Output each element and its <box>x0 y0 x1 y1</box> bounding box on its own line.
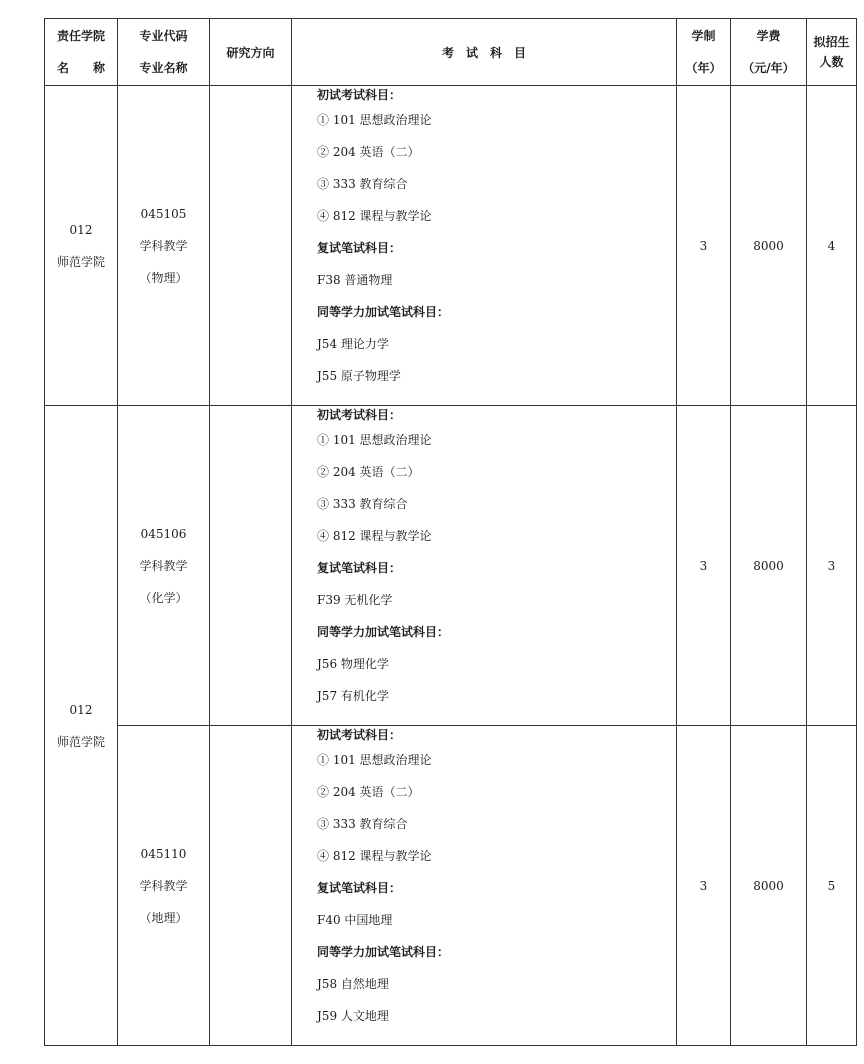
header-row <box>45 19 857 86</box>
initial-subject: ④ 812 课程与教学论 <box>317 529 432 543</box>
header-college-line1: 责任学院 <box>56 29 105 43</box>
header-college-line2b: 称 <box>92 61 105 75</box>
retest-title: 复试笔试科目： <box>317 241 402 255</box>
major-code: 045106 <box>140 526 187 541</box>
header-major-line1: 专业代码 <box>139 29 188 43</box>
extra-subject: J55 原子物理学 <box>317 369 401 383</box>
table-row <box>45 406 857 726</box>
initial-subject: ① 101 思想政治理论 <box>317 113 432 127</box>
direction-cell <box>210 406 292 726</box>
college-cell <box>45 406 118 1046</box>
subjects-cell <box>292 406 677 726</box>
enroll-cell: 5 <box>807 726 857 1046</box>
header-fee <box>731 19 807 86</box>
enroll-cell: 4 <box>807 86 857 406</box>
header-enroll-line2: 人数 <box>819 55 844 69</box>
extra-subject: J58 自然地理 <box>317 977 389 991</box>
initial-subject: ③ 333 教育综合 <box>317 817 408 831</box>
retest-title: 复试笔试科目： <box>317 561 402 575</box>
header-major <box>118 19 210 86</box>
retest-title: 复试笔试科目： <box>317 881 402 895</box>
major-cell <box>118 406 210 726</box>
subjects-cell <box>292 86 677 406</box>
college-code: 012 <box>69 702 93 717</box>
header-enroll <box>807 19 857 86</box>
college-code: 012 <box>69 222 93 237</box>
extra-subject: J59 人文地理 <box>317 1009 389 1023</box>
college-name: 师范学院 <box>56 734 105 749</box>
initial-subject: ④ 812 课程与教学论 <box>317 849 432 863</box>
extra-title: 同等学力加试笔试科目： <box>317 625 450 639</box>
duration-cell: 3 <box>677 86 731 406</box>
header-duration-line2: （年） <box>685 61 722 75</box>
initial-subject: ① 101 思想政治理论 <box>317 753 432 767</box>
extra-subject: J54 理论力学 <box>317 337 389 351</box>
major-cell <box>118 86 210 406</box>
initial-subject: ④ 812 课程与教学论 <box>317 209 432 223</box>
header-college <box>45 19 118 86</box>
header-major-line2: 专业名称 <box>139 61 188 75</box>
major-code: 045110 <box>140 846 187 861</box>
header-duration-line1: 学制 <box>691 29 716 43</box>
initial-subject: ③ 333 教育综合 <box>317 497 408 511</box>
major-cell <box>118 726 210 1046</box>
fee-cell: 8000 <box>731 726 807 1046</box>
initial-subject: ③ 333 教育综合 <box>317 177 408 191</box>
retest-subject: F39 无机化学 <box>317 593 393 607</box>
extra-subject: J56 物理化学 <box>317 657 389 671</box>
extra-title: 同等学力加试笔试科目： <box>317 305 450 319</box>
retest-subject: F38 普通物理 <box>317 273 393 287</box>
header-college-line2a: 名 <box>57 61 70 75</box>
initial-title: 初试考试科目： <box>317 408 402 422</box>
header-direction: 研究方向 <box>210 19 292 86</box>
major-code: 045105 <box>140 206 187 221</box>
initial-title: 初试考试科目： <box>317 88 402 102</box>
enroll-cell: 3 <box>807 406 857 726</box>
major-sub: （物理） <box>139 270 188 285</box>
direction-cell <box>210 726 292 1046</box>
initial-subject: ② 204 英语（二） <box>317 465 420 479</box>
duration-cell: 3 <box>677 726 731 1046</box>
fee-cell: 8000 <box>731 406 807 726</box>
major-name: 学科教学 <box>139 238 188 253</box>
initial-subject: ① 101 思想政治理论 <box>317 433 432 447</box>
extra-subject: J57 有机化学 <box>317 689 389 703</box>
major-sub: （化学） <box>139 590 188 605</box>
header-enroll-line1: 拟招生 <box>813 35 850 49</box>
major-name: 学科教学 <box>139 878 188 893</box>
college-cell <box>45 86 118 406</box>
header-subjects: 考 试 科 目 <box>292 19 677 86</box>
major-name: 学科教学 <box>139 558 188 573</box>
table-row <box>45 86 857 406</box>
table-row <box>45 726 857 1046</box>
subjects-cell <box>292 726 677 1046</box>
admissions-table <box>44 18 857 1046</box>
initial-title: 初试考试科目： <box>317 728 402 742</box>
initial-subject: ② 204 英语（二） <box>317 785 420 799</box>
initial-subject: ② 204 英语（二） <box>317 145 420 159</box>
header-fee-line1: 学费 <box>756 29 781 43</box>
direction-cell <box>210 86 292 406</box>
extra-title: 同等学力加试笔试科目： <box>317 945 450 959</box>
college-name: 师范学院 <box>56 254 105 269</box>
major-sub: （地理） <box>139 910 188 925</box>
header-duration <box>677 19 731 86</box>
fee-cell: 8000 <box>731 86 807 406</box>
duration-cell: 3 <box>677 406 731 726</box>
header-fee-line2: （元/年） <box>742 61 795 75</box>
retest-subject: F40 中国地理 <box>317 913 393 927</box>
